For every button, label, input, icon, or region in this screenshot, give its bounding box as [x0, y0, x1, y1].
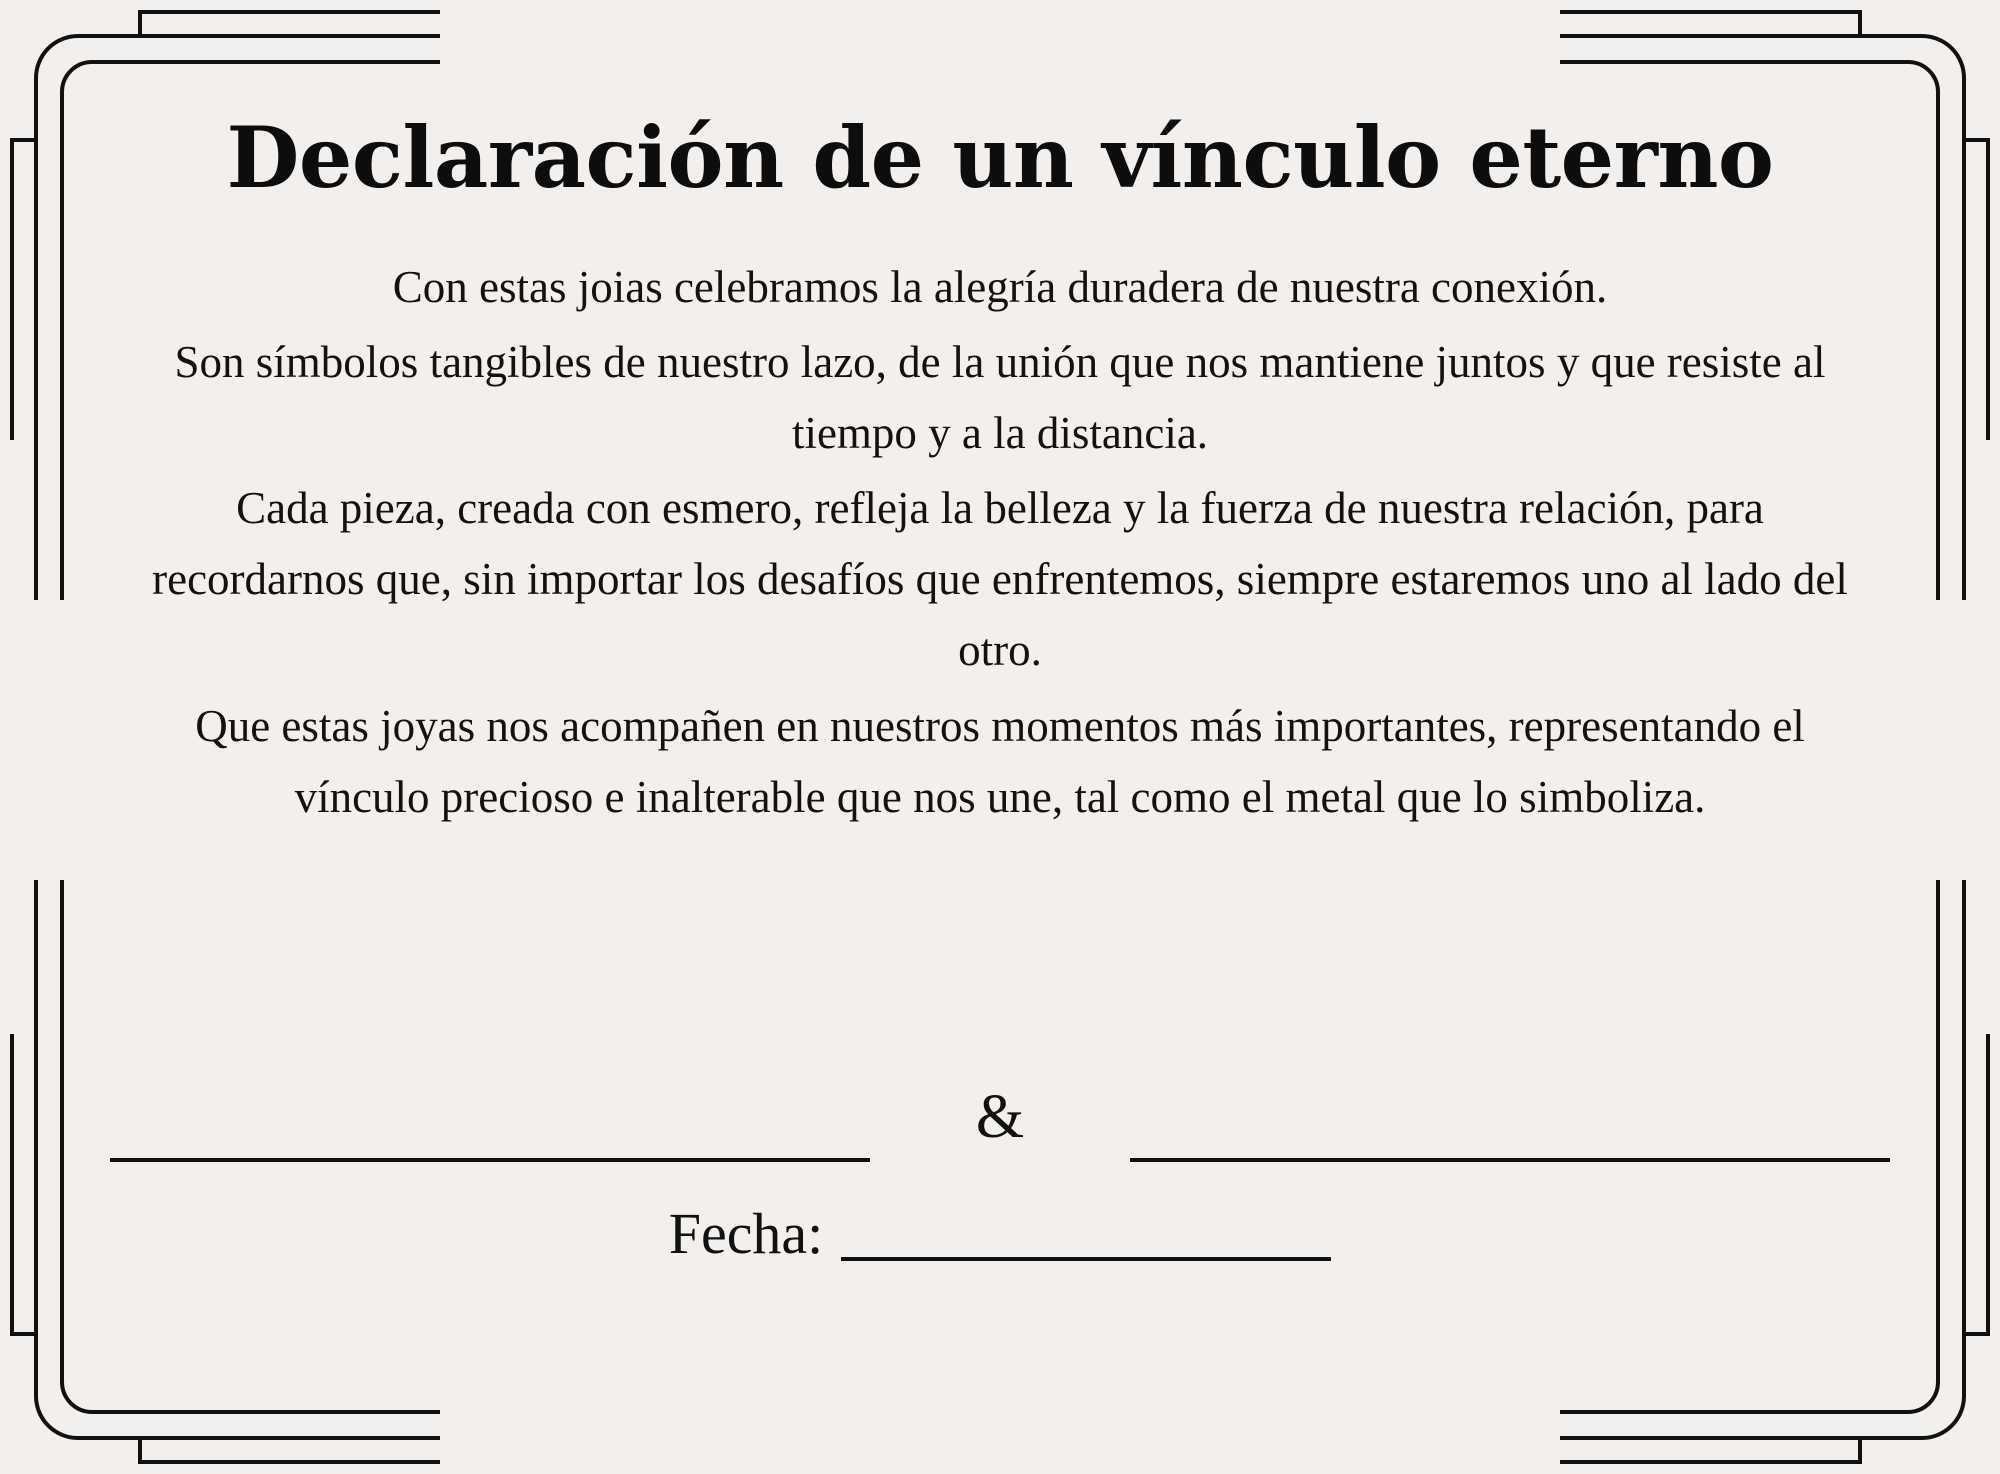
declaration-paragraph-3: Cada pieza, creada con esmero, refleja la belleza y la fuerza de nuestra relación, para recordarnos que, sin importar los desafíos que enfrentemos, siempre estaremos uno al lado del otro.	[152, 483, 1848, 676]
declaration-body	[130, 252, 1870, 837]
declaration-paragraph-2: Son símbolos tangibles de nuestro lazo, de la unión que nos mantiene juntos y que resiste al tiempo y a la distancia.	[174, 337, 1826, 459]
date-label: Fecha:	[668, 1201, 824, 1266]
page-title: Declaración de un vínculo eterno	[226, 108, 1774, 207]
date-row	[0, 1201, 2000, 1266]
signature-line-right[interactable]	[1130, 1158, 1890, 1162]
signature-row	[110, 1083, 1890, 1162]
signature-line-left[interactable]	[110, 1158, 870, 1162]
date-input-line[interactable]	[841, 1257, 1331, 1261]
declaration-paragraph-1: Con estas joias celebramos la alegría duradera de nuestra conexión.	[392, 262, 1608, 312]
declaration-paragraph-4: Que estas joyas nos acompañen en nuestros momentos más importantes, representando el vínculo precioso e inalterable que nos une, tal como el metal que lo simboliza.	[195, 700, 1805, 822]
ampersand-separator: &	[975, 1083, 1025, 1151]
